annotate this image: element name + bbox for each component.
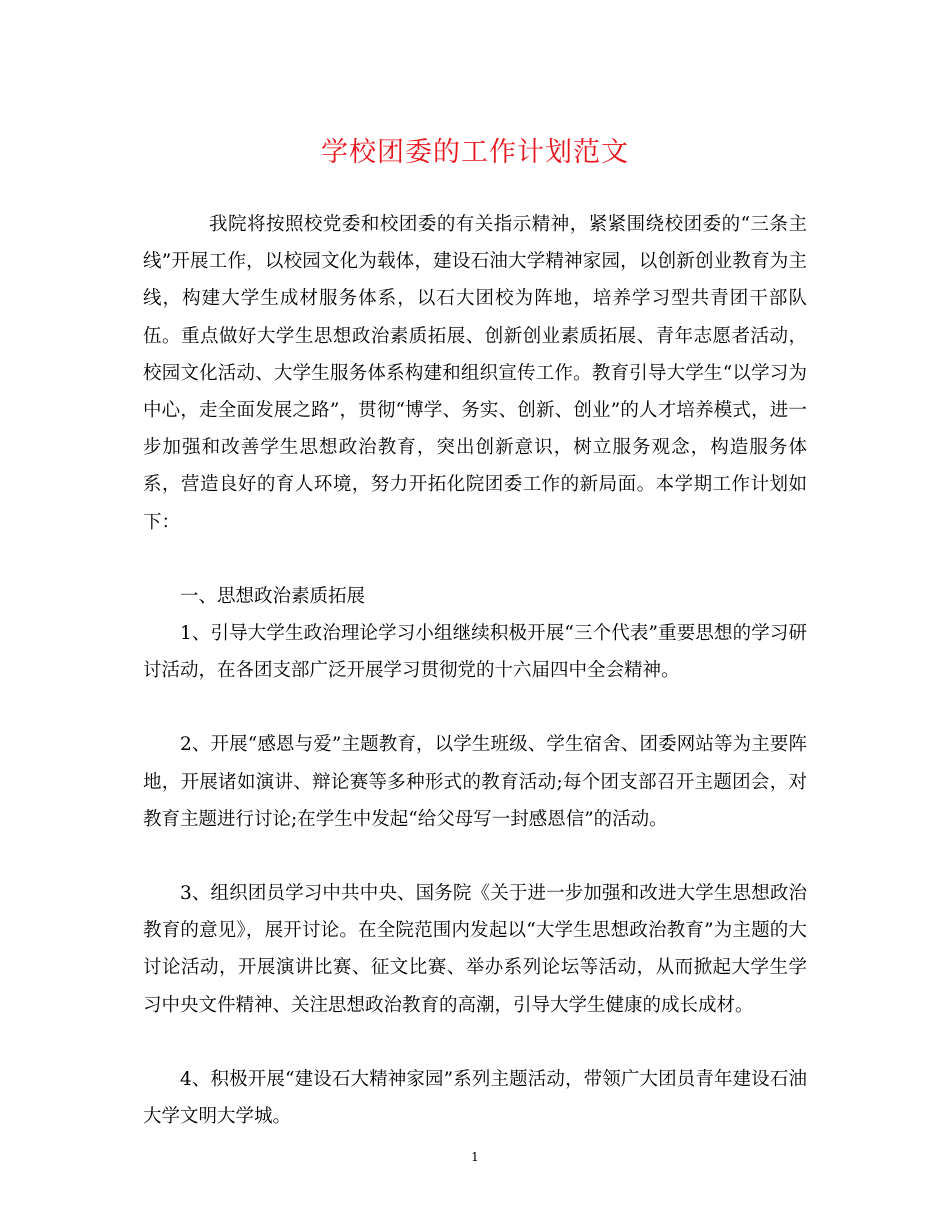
list-item: 3、组织团员学习中共中央、国务院《关于进一步加强和改进大学生思想政治教育的意见》，展开讨论。在全院范围内发起以“大学生思想政治教育”为主题的大讨论活动，开展演讲比赛、征文比赛、举办系列论坛等活动，从而掀起大学生学习中央文件精神、关注思想政治教育的高潮，引导大学生健康的成长成材。 bbox=[143, 883, 807, 1016]
list-item: 2、开展“感恩与爱”主题教育，以学生班级、学生宿舍、团委网站等为主要阵地，开展诸如演讲、辩论赛等多种形式的教育活动;每个团支部召开主题团会，对教育主题进行讨论;在学生中发起“给父母写一封感恩信”的活动。 bbox=[143, 734, 807, 830]
section-heading: 一、思想政治素质拓展 bbox=[180, 585, 366, 607]
document-body bbox=[143, 206, 807, 1135]
document-title: 学校团委的工作计划范文 bbox=[321, 137, 629, 168]
intro-paragraph: 我院将按照校党委和校团委的有关指示精神，紧紧围绕校团委的“三条主线”开展工作，以校园文化为载体，建设石油大学精神家园，以创新创业教育为主线，构建大学生成材服务体系，以石大团校为阵地，培养学习型共青团干部队伍。重点做好大学生思想政治素质拓展、创新创业素质拓展、青年志愿者活动，校园文化活动、大学生服务体系构建和组织宣传工作。教育引导大学生“以学习为中心，走全面发展之路”，贯彻“博学、务实、创新、创业”的人才培养模式，进一步加强和改善学生思想政治教育，突出创新意识，树立服务观念，构造服务体系，营造良好的育人环境，努力开拓化院团委工作的新局面。本学期工作计划如下： bbox=[143, 214, 807, 533]
list-item: 4、积极开展“建设石大精神家园”系列主题活动，带领广大团员青年建设石油大学文明大学城。 bbox=[143, 1068, 807, 1128]
list-item: 1、引导大学生政治理论学习小组继续积极开展“三个代表”重要思想的学习研讨活动，在各团支部广泛开展学习贯彻党的十六届四中全会精神。 bbox=[143, 623, 807, 682]
page-number: 1 bbox=[471, 1150, 479, 1164]
